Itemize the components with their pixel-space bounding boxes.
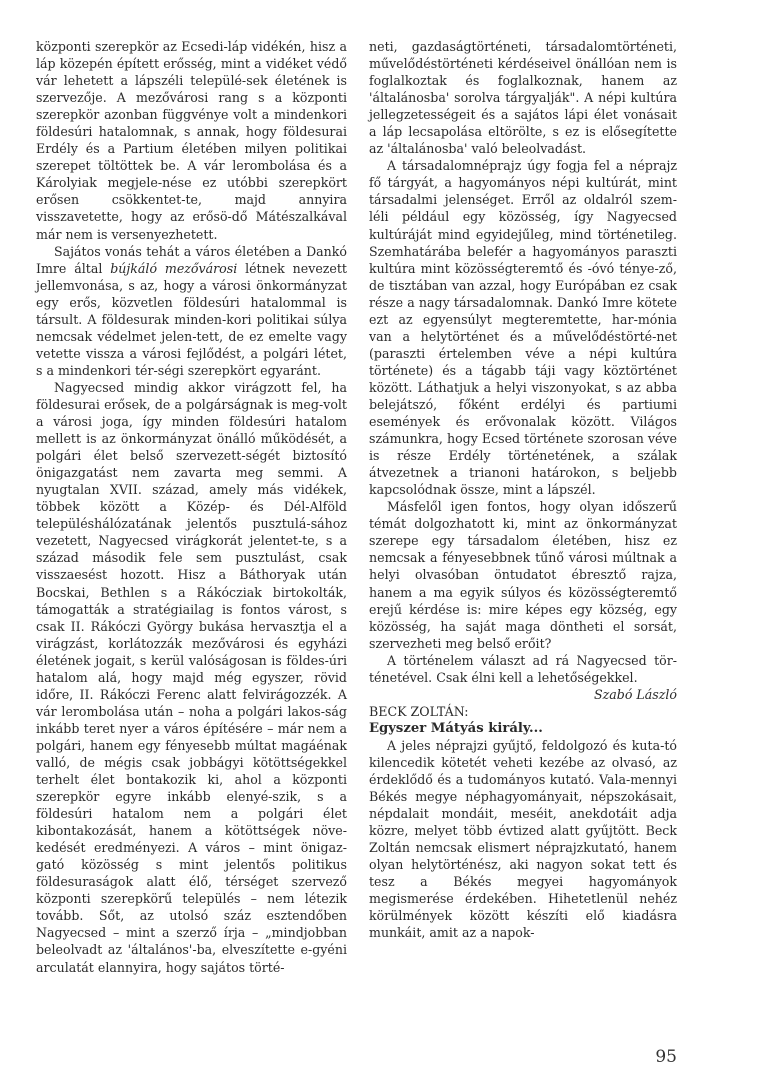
paragraph: A történelem választ ad rá Nagyecsed tör-ténetével. Csak élni kell a lehetőségekkel.: [369, 652, 677, 685]
paragraph-text: létnek nevezett jellemvonása, s az, hogy a városi önkormányzat egy erős, közvetlen földesúri hatalommal is társult. A földesurak minden-kori politikai súlya nemcsak védelmet jelen-tett, de ez emelte vagy vetette vissza a városi fejlődést, a polgári létet, s a mindenkori tér-ségi szerepkört egyaránt.: [36, 260, 347, 378]
paragraph: Másfelől igen fontos, hogy olyan időszerű témát dolgozhatott ki, mint az önkormányzat szerepe egy társadalom életében, hisz ez nemcsak a fényesebbnek tűnő városi múltnak a helyi olvasóban öntudatot ébresztő rajza, hanem a ma egyik súlyos és közösségteremtő erejű kérdése is: mire képes egy község, egy közösség, ha saját maga döntheti el sorsát, szervezheti meg belső erőit?: [369, 499, 677, 651]
paragraph: Nagyecsed mindig akkor virágzott fel, ha földesurai erősek, de a polgárságnak is meg-volt a városi joga, így minden földesúri hatalom mellett is az önkormányzat önálló működését, a polgári élet belső szervezett-ségét biztosító önigazgatást nem zavarta meg semmi. A nyugtalan XVII. század, amely más vidékek, többek között a Közép- és Dél-Alföld településhálózatának jelentős pusztulá-sához vezetett, Nagyecsed virágkorát jelentet-te, s a század második fele sem pusztulást, csak visszaesést hozott. Hisz a Báthoryak után Bocskai, Bethlen s a Rákócziak birtokolták, támogatták a stratégiailag is fontos várost, s csak II. Rákóczi György bukása hervasztja el a virágzást, korlátozzák mezővárosi és egyházi életének jogait, s kerül valóságosan is földes-úri hatalom alá, hogy majd még egyszer, rövid időre, II. Rákóczi Ferenc alatt felvirágozzék. A vár lerombolása után – noha a polgári lakos-ság inkább teret nyer a város építésére – már nem a polgári, hanem egy fényesebb múltat magáénak valló, de mégis csak jobbágyi kötöttségekkel terhelt élet bontakozik ki, ahol a központi szerepkör egyre inkább elenyé-szik, s a földesúri hatalom nem a polgári élet kibontakozását, hanem a kötöttségek növe-kedését eredményezi. A város – mint önigaz-gató közösség s mint jelentős politikus földesuraságok alatt élő, térséget szervező központi szerepkörű település – nem létezik tovább. Sőt, az utolsó száz esztendőben Nagyecsed – mint a szerző írja – „mindjobban beleolvadt az 'általános'-ba, elveszítette e-gyéni arculatát elannyira, hogy sajátos törté-: [36, 379, 347, 975]
paragraph: központi szerepkör az Ecsedi-láp vidékén, hisz a láp közepén épített erősség, mint a vidéket védő vár lehetett a lápszéli települé-sek életének is szervezője. A mezővárosi rang s a központi szerepkör azonban függvénye volt a mindenkori földesúri hatalomnak, s annak, hogy földesurai Erdély és a Partium életében milyen politikai szerepet töltöttek be. A vár lerombolása és a Károlyiak megjele-nése ez utóbbi szerepkört erősen csökkentet-te, majd annyira visszavetette, hogy az erősö-dő Mátészalkával már nem is versenyezhetett.: [36, 39, 347, 242]
paragraph: [36, 243, 347, 379]
paragraph: A társadalomnéprajz úgy fogja fel a néprajz fő tárgyát, a hagyományos népi kultúrát, mint társadalmi jelenséget. Erről az oldalról szem-léli például egy közösség, így Nagyecsed kultúráját mind egyidejűleg, mind történetileg. Szemhatárába belefér a hagyományos paraszti kultúra mint közösségteremtő és -óvó ténye-ző, de tisztában van azzal, hogy Európában ez csak része a nagy társadalomnak. Dankó Imre kötete ezt az egyensúlyt megteremtette, har-mónia van a helytörténet és a művelődéstörté-net (paraszti értelemben véve a népi kultúra története) és a tágabb táji vagy köztörténet között. Láthatjuk a helyi viszonyokat, s az abba belejátszó, főként erdélyi és partiumi események és erővonalak között. Világos számunkra, hogy Ecsed története szorosan véve is része Erdély történetének, a szálak átvezetnek a trianoni határokon, s beljebb kapcsolódnak össze, mint a lápszél.: [369, 158, 677, 498]
book-author: BECK ZOLTÁN:: [369, 703, 469, 719]
review-signature: Szabó László: [594, 686, 677, 702]
right-column: [369, 38, 677, 941]
quoted-phrase: bújkáló mezővárosi: [110, 260, 238, 276]
book-title: Egyszer Mátyás király...: [369, 720, 543, 736]
page-number: 95: [655, 1047, 677, 1067]
left-column: [36, 38, 347, 976]
paragraph-text: Sajátos vonás tehát a város életében a Dankó Imre által: [36, 243, 347, 276]
paragraph: A jeles néprajzi gyűjtő, feldolgozó és kuta-tó kilencedik kötetét veheti kezébe az olvasó, az érdeklődő és a tudományos kutató. Vala-mennyi Békés megye néphagyományait, népszokásait, népdalait mondáit, meséit, anekdotáit adja közre, melyet több évtized alatt gyűjtött. Beck Zoltán nemcsak elismert néprajzkutató, hanem olyan helytörténész, aki nagyon sokat tett és tesz a Békés megyei hagyományok megismerése érdekében. Hihetetlenül nehéz körülmények között készíti elő kiadásra munkáit, amit az a napok-: [369, 737, 677, 941]
paragraph: neti, gazdaságtörténeti, társadalomtörténeti, művelődéstörténeti kérdéseivel önállóan nem is foglalkoztak és foglalkoznak, hanem az 'általánosba' sorolva tárgyalják". A népi kultúra jellegzetességeit és a sajátos lápi élet vonásait a láp lecsapolása eltörölte, s ez is elősegítette az 'általánosba' való beleolvadást.: [369, 39, 677, 157]
